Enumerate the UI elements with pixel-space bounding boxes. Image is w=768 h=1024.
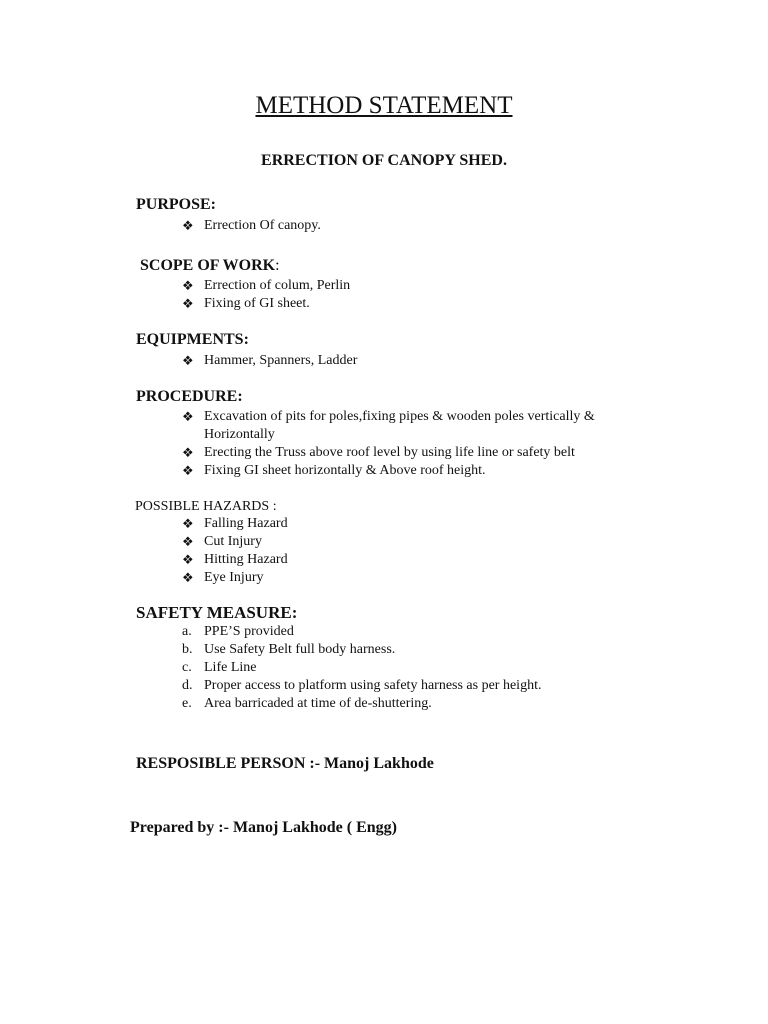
list-item: d. Proper access to platform using safety harness as per height. xyxy=(182,678,542,693)
list-item: e. Area barricaded at time of de-shuttering. xyxy=(182,696,432,711)
list-marker: e. xyxy=(182,696,192,711)
purpose-list xyxy=(182,217,321,235)
list-item: ❖ Hitting Hazard xyxy=(182,552,288,567)
diamond-bullet-icon: ❖ xyxy=(182,552,194,567)
list-marker: d. xyxy=(182,678,193,693)
diamond-bullet-icon: ❖ xyxy=(182,296,194,311)
list-marker: a. xyxy=(182,624,192,639)
list-item: ❖ Falling Hazard xyxy=(182,516,288,531)
list-item: b. Use Safety Belt full body harness. xyxy=(182,642,396,657)
purpose-heading: PURPOSE: xyxy=(136,196,216,213)
equipments-list xyxy=(182,352,357,370)
safety-heading: SAFETY MEASURE: xyxy=(136,603,298,622)
diamond-bullet-icon: ❖ xyxy=(182,218,194,233)
scope-heading-wrap xyxy=(140,257,280,275)
list-item: ❖ Errection Of canopy. xyxy=(182,218,321,233)
list-item: c. Life Line xyxy=(182,660,257,675)
list-item: a. PPE’S provided xyxy=(182,624,294,639)
diamond-bullet-icon: ❖ xyxy=(182,463,194,478)
document-title: METHOD STATEMENT xyxy=(255,92,513,119)
scope-heading-colon: : xyxy=(275,257,280,274)
document-subtitle: ERRECTION OF CANOPY SHED. xyxy=(261,152,507,169)
hazards-list xyxy=(182,515,288,587)
list-item: ❖ Fixing GI sheet horizontally & Above roof height. xyxy=(182,463,486,478)
list-item: ❖ Excavation of pits for poles,fixing pipes & wooden poles vertically & xyxy=(182,409,595,424)
list-item: ❖ Cut Injury xyxy=(182,534,262,549)
list-item: ❖ Errection of colum, Perlin xyxy=(182,278,351,293)
list-item: ❖ Erecting the Truss above roof level by using life line or safety belt xyxy=(182,445,575,460)
diamond-bullet-icon: ❖ xyxy=(182,534,194,549)
safety-list xyxy=(182,623,541,713)
diamond-bullet-icon: ❖ xyxy=(182,516,194,531)
list-marker: c. xyxy=(182,660,192,675)
diamond-bullet-icon: ❖ xyxy=(182,445,194,460)
diamond-bullet-icon: ❖ xyxy=(182,278,194,293)
list-item-continuation: Horizontally xyxy=(204,427,275,442)
hazards-heading: POSSIBLE HAZARDS : xyxy=(135,499,277,514)
list-item: ❖ Fixing of GI sheet. xyxy=(182,296,310,311)
prepared-by: Prepared by :- Manoj Lakhode ( Engg) xyxy=(130,819,397,836)
scope-list xyxy=(182,277,350,313)
scope-heading: SCOPE OF WORK xyxy=(140,257,276,274)
diamond-bullet-icon: ❖ xyxy=(182,353,194,368)
procedure-list xyxy=(182,408,595,480)
list-marker: b. xyxy=(182,642,193,657)
equipments-heading: EQUIPMENTS: xyxy=(136,331,249,348)
procedure-heading: PROCEDURE: xyxy=(136,388,243,405)
diamond-bullet-icon: ❖ xyxy=(182,570,194,585)
list-item: ❖ Eye Injury xyxy=(182,570,264,585)
list-item: ❖ Hammer, Spanners, Ladder xyxy=(182,353,358,368)
responsible-person: RESPOSIBLE PERSON :- Manoj Lakhode xyxy=(136,755,434,772)
diamond-bullet-icon: ❖ xyxy=(182,409,194,424)
